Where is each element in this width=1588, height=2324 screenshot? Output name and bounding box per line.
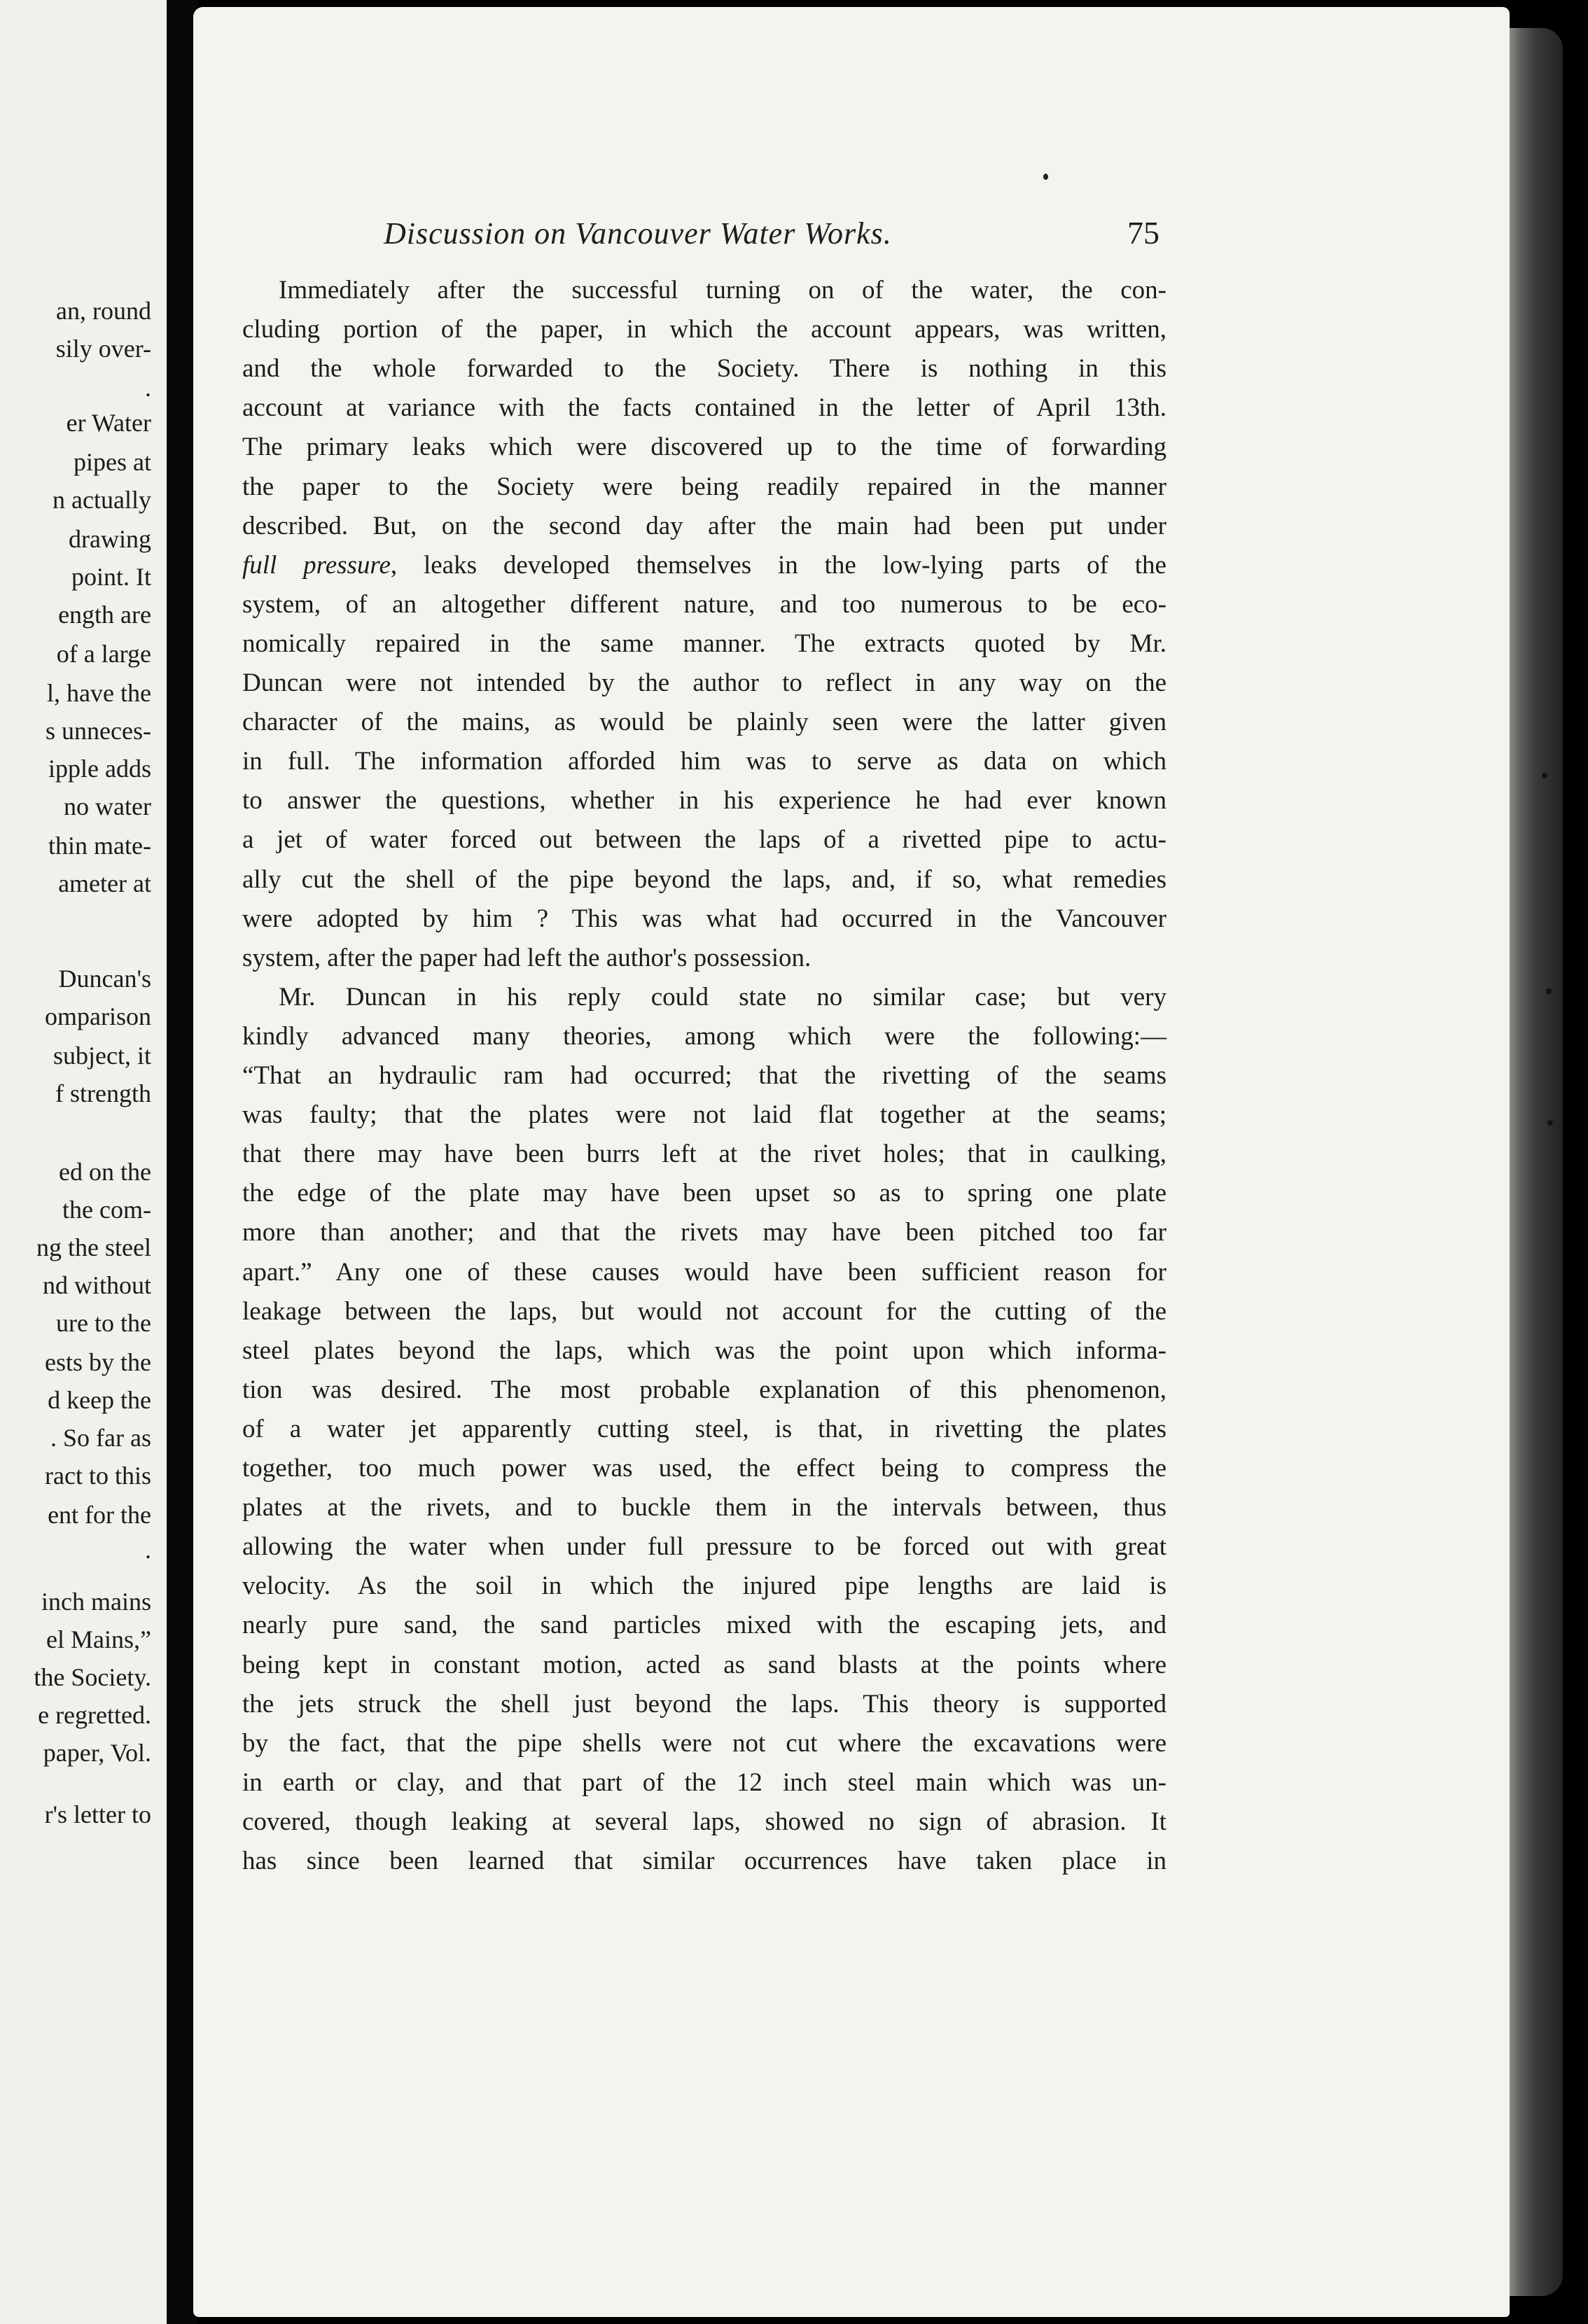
text-line: in earth or clay, and that part of the 12 inch steel main which was un- <box>242 1768 1166 1797</box>
page-number: 75 <box>1127 215 1159 251</box>
text-line: of a water jet apparently cutting steel, is that, in rivetting the plates <box>242 1414 1166 1443</box>
facing-page-text-fragment: omparison <box>45 1002 151 1030</box>
text-line: the edge of the plate may have been upset so as to spring one plate <box>242 1179 1166 1208</box>
facing-page-text-fragment: the Society. <box>34 1663 151 1691</box>
facing-page-text-fragment: ure to the <box>56 1309 151 1337</box>
text-line: character of the mains, as would be plainly seen were the latter given <box>242 708 1166 737</box>
facing-page-text-fragment: pipes at <box>74 448 151 476</box>
running-head: Discussion on Vancouver Water Works. <box>384 216 892 251</box>
facing-page-text-fragment: ests by the <box>45 1348 151 1376</box>
text-line: system, of an altogether different nature, and too numerous to be eco- <box>242 589 1166 619</box>
text-line: Mr. Duncan in his reply could state no similar case; but very <box>279 982 1166 1011</box>
text-line: described. But, on the second day after the main had been put under <box>242 511 1166 540</box>
text-line: apart.” Any one of these causes would have been sufficient reason for <box>242 1257 1166 1287</box>
emphasis-full-pressure: full pressure <box>242 550 391 580</box>
text-line: by the fact, that the pipe shells were not cut where the excavations were <box>242 1728 1166 1758</box>
facing-page-text-fragment: er Water <box>66 409 151 437</box>
text-line: system, after the paper had left the author's possession. <box>242 943 812 972</box>
facing-page-text-fragment: sily over- <box>55 335 151 363</box>
text-line: plates at the rivets, and to buckle them in the intervals between, thus <box>242 1493 1166 1522</box>
text-line: together, too much power was used, the effect being to compress the <box>242 1454 1166 1483</box>
text-line: tion was desired. The most probable explanation of this phenomenon, <box>242 1375 1166 1404</box>
text-line: Duncan were not intended by the author to reflect in any way on the <box>242 668 1166 697</box>
facing-page-text-fragment: drawing <box>69 525 151 553</box>
text-line: leakage between the laps, but would not account for the cutting of the <box>242 1296 1166 1326</box>
text-line: ally cut the shell of the pipe beyond the laps, and, if so, what remedies <box>242 864 1166 894</box>
facing-page-text-fragment: ameter at <box>58 869 151 897</box>
facing-page-fragment <box>0 0 167 2324</box>
facing-page-text-fragment: point. It <box>71 563 151 591</box>
facing-page-text-fragment: ed on the <box>59 1158 151 1186</box>
facing-page-text-fragment: nd without <box>42 1271 151 1299</box>
facing-page-text-fragment: s unneces- <box>46 717 151 745</box>
page-edge-mark <box>1547 1120 1553 1126</box>
text-line: nomically repaired in the same manner. The extracts quoted by Mr. <box>242 629 1166 658</box>
text-line: covered, though leaking at several laps, showed no sign of abrasion. It <box>242 1807 1166 1836</box>
text-line: cluding portion of the paper, in which the account appears, was written, <box>242 315 1166 344</box>
text-line: and the whole forwarded to the Society. There is nothing in this <box>242 354 1166 384</box>
text-line: nearly pure sand, the sand particles mixed with the escaping jets, and <box>242 1611 1166 1640</box>
facing-page-text-fragment: e regretted. <box>38 1701 151 1729</box>
facing-page-text-fragment: n actually <box>53 486 151 514</box>
text-line: has since been learned that similar occurrences have taken place in <box>242 1847 1166 1875</box>
text-line: was faulty; that the plates were not laid flat together at the seams; <box>242 1100 1166 1130</box>
text-line: kindly advanced many theories, among which were the following:— <box>242 1021 1166 1051</box>
text-line: allowing the water when under full pressure to be forced out with great <box>242 1532 1166 1562</box>
page-edge-mark <box>1546 988 1552 994</box>
ink-speck <box>1043 174 1048 180</box>
facing-page-text-fragment: no water <box>64 792 151 820</box>
facing-page-text-fragment: f strength <box>55 1079 151 1107</box>
text-line: account at variance with the facts contained in the letter of April 13th. <box>242 393 1166 423</box>
text-line: a jet of water forced out between the laps of a rivetted pipe to actu- <box>242 825 1166 855</box>
facing-page-text-fragment: paper, Vol. <box>43 1739 151 1767</box>
facing-page-text-fragment: Duncan's <box>58 965 151 993</box>
text-line: the jets struck the shell just beyond the laps. This theory is supported <box>242 1689 1166 1718</box>
text-line: more than another; and that the rivets may have been pitched too far <box>242 1218 1166 1247</box>
facing-page-text-fragment: d keep the <box>48 1386 151 1414</box>
facing-page-text-fragment: inch mains <box>41 1588 151 1616</box>
facing-page-text-fragment: an, round <box>56 297 151 325</box>
facing-page-text-fragment: ng the steel <box>36 1233 151 1261</box>
page-edge-shadow <box>1503 28 1563 2296</box>
text-line: Immediately after the successful turning on of the water, the con- <box>279 276 1166 304</box>
facing-page-text-fragment: l, have the <box>47 679 151 707</box>
text-line: in full. The information afforded him was to serve as data on which <box>242 747 1166 776</box>
facing-page-text-fragment: of a large <box>56 640 151 668</box>
facing-page-text-fragment: . <box>145 1536 151 1564</box>
text-line: that there may have been burrs left at the rivet holes; that in caulking, <box>242 1140 1166 1169</box>
facing-page-text-fragment: . So far as <box>50 1424 151 1452</box>
text-line: being kept in constant motion, acted as sand blasts at the points where <box>242 1650 1166 1679</box>
text-line: to answer the questions, whether in his experience he had ever known <box>242 786 1166 816</box>
text-line: “That an hydraulic ram had occurred; that the rivetting of the seams <box>242 1061 1166 1090</box>
facing-page-text-fragment: el Mains,” <box>46 1625 151 1653</box>
facing-page-text-fragment: ent for the <box>48 1501 151 1529</box>
text-line: velocity. As the soil in which the injured pipe lengths are laid is <box>242 1572 1166 1601</box>
text-line: full pressure, leaks developed themselves in the low-lying parts of the <box>242 550 1166 580</box>
facing-page-text-fragment: subject, it <box>53 1042 151 1070</box>
facing-page-text-fragment: ract to this <box>45 1462 151 1490</box>
text-line: The primary leaks which were discovered up to the time of forwarding <box>242 433 1166 462</box>
text-line: the paper to the Society were being readily repaired in the manner <box>242 472 1166 501</box>
text-line: steel plates beyond the laps, which was the point upon which informa- <box>242 1336 1166 1365</box>
facing-page-text-fragment: r's letter to <box>44 1800 151 1828</box>
facing-page-text-fragment: . <box>145 374 151 402</box>
text-line: were adopted by him ? This was what had occurred in the Vancouver <box>242 904 1166 933</box>
facing-page-text-fragment: thin mate- <box>48 832 151 860</box>
facing-page-text-fragment: the com- <box>62 1196 151 1224</box>
facing-page-text-fragment: ength are <box>58 601 151 629</box>
page-edge-mark <box>1542 773 1547 778</box>
facing-page-text-fragment: ipple adds <box>48 755 151 783</box>
